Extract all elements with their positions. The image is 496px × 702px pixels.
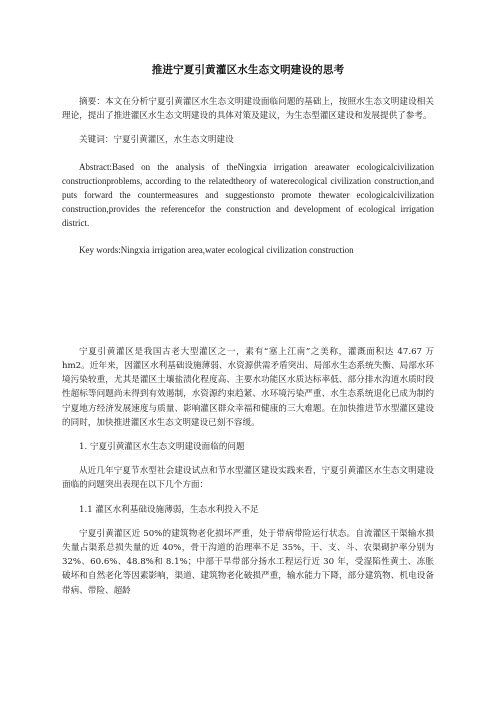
subsection-1-1-heading: 1.1 灌区水利基础设施薄弱，生态水利投入不足: [79, 504, 259, 515]
section-1-paragraph: 从近几年宁夏节水型社会建设试点和节水型灌区建设实践来看，宁夏引黄灌区水生态文明建设面临的问题突出表现在以下几个方面：: [62, 466, 434, 491]
abstract-cn: 摘要：本文在分析宁夏引黄灌区水生态文明建设面临问题的基础上，按照水生态文明建设相关理论，提出了推进灌区水生态文明建设的具体对策及建议，为生态型灌区建设和发展提供了参考。: [62, 97, 434, 122]
keywords-cn: 关键词：宁夏引黄灌区，水生态文明建设: [79, 135, 234, 146]
page-title: 推进宁夏引黄灌区水生态文明建设的思考: [151, 64, 345, 76]
subsection-1-1-paragraph: 宁夏引黄灌区近 50%的建筑物老化损坏严重，处于带病带险运行状态。自流灌区干渠输水损失量占渠系总损失量的近 40%，骨干沟道的治理率不足 35%，干、支、斗、农渠砌护率分别为 32%、60.6%、48.8%和 8.1%；中部干旱带部分扬水工程运行近 30 年，受湿陷性黄土、冻胀破坏和自然老化等因素影响，渠道、建筑物老化破损严重，输水能力下降，部分建筑物、机电设备带病、带险、超龄: [62, 528, 434, 596]
keywords-en: Key words:Ningxia irrigation area,water ecological civilization construction: [79, 244, 354, 255]
intro-paragraph: 宁夏引黄灌区是我国古老大型灌区之一，素有“塞上江南”之美称，灌溉面积达 47.67 万 hm2。近年来，因灌区水利基础设施薄弱、水资源供需矛盾突出、局部水生态系统失衡、局部水环境污染较重，尤其是灌区土壤盐渍化程度高、主要水功能区水质达标率低、部分排水沟道水质时段性超标等问题尚未得到有效遏制，水资源约束趋紧、水环境污染严重、水生态系统退化已成为制约宁夏地方经济发展速度与质量、影响灌区群众幸福和健康的三大难题。在加快推进节水型灌区建设的同时，加快推进灌区水生态文明建设已刻不容缓。: [62, 346, 434, 428]
section-1-heading: 1. 宁夏引黄灌区水生态文明建设面临的问题: [79, 442, 245, 453]
abstract-en: Abstract:Based on the analysis of theNingxia irrigation areawater ecologicalcivilization constructionproblems, according to the relatedtheory of waterecological civilization construction,and puts forward the countermeasures and suggestionsto promote thewater ecologicalcivilization construction,provides the referencefor the construction and development of ecological irrigation district.: [62, 161, 434, 229]
